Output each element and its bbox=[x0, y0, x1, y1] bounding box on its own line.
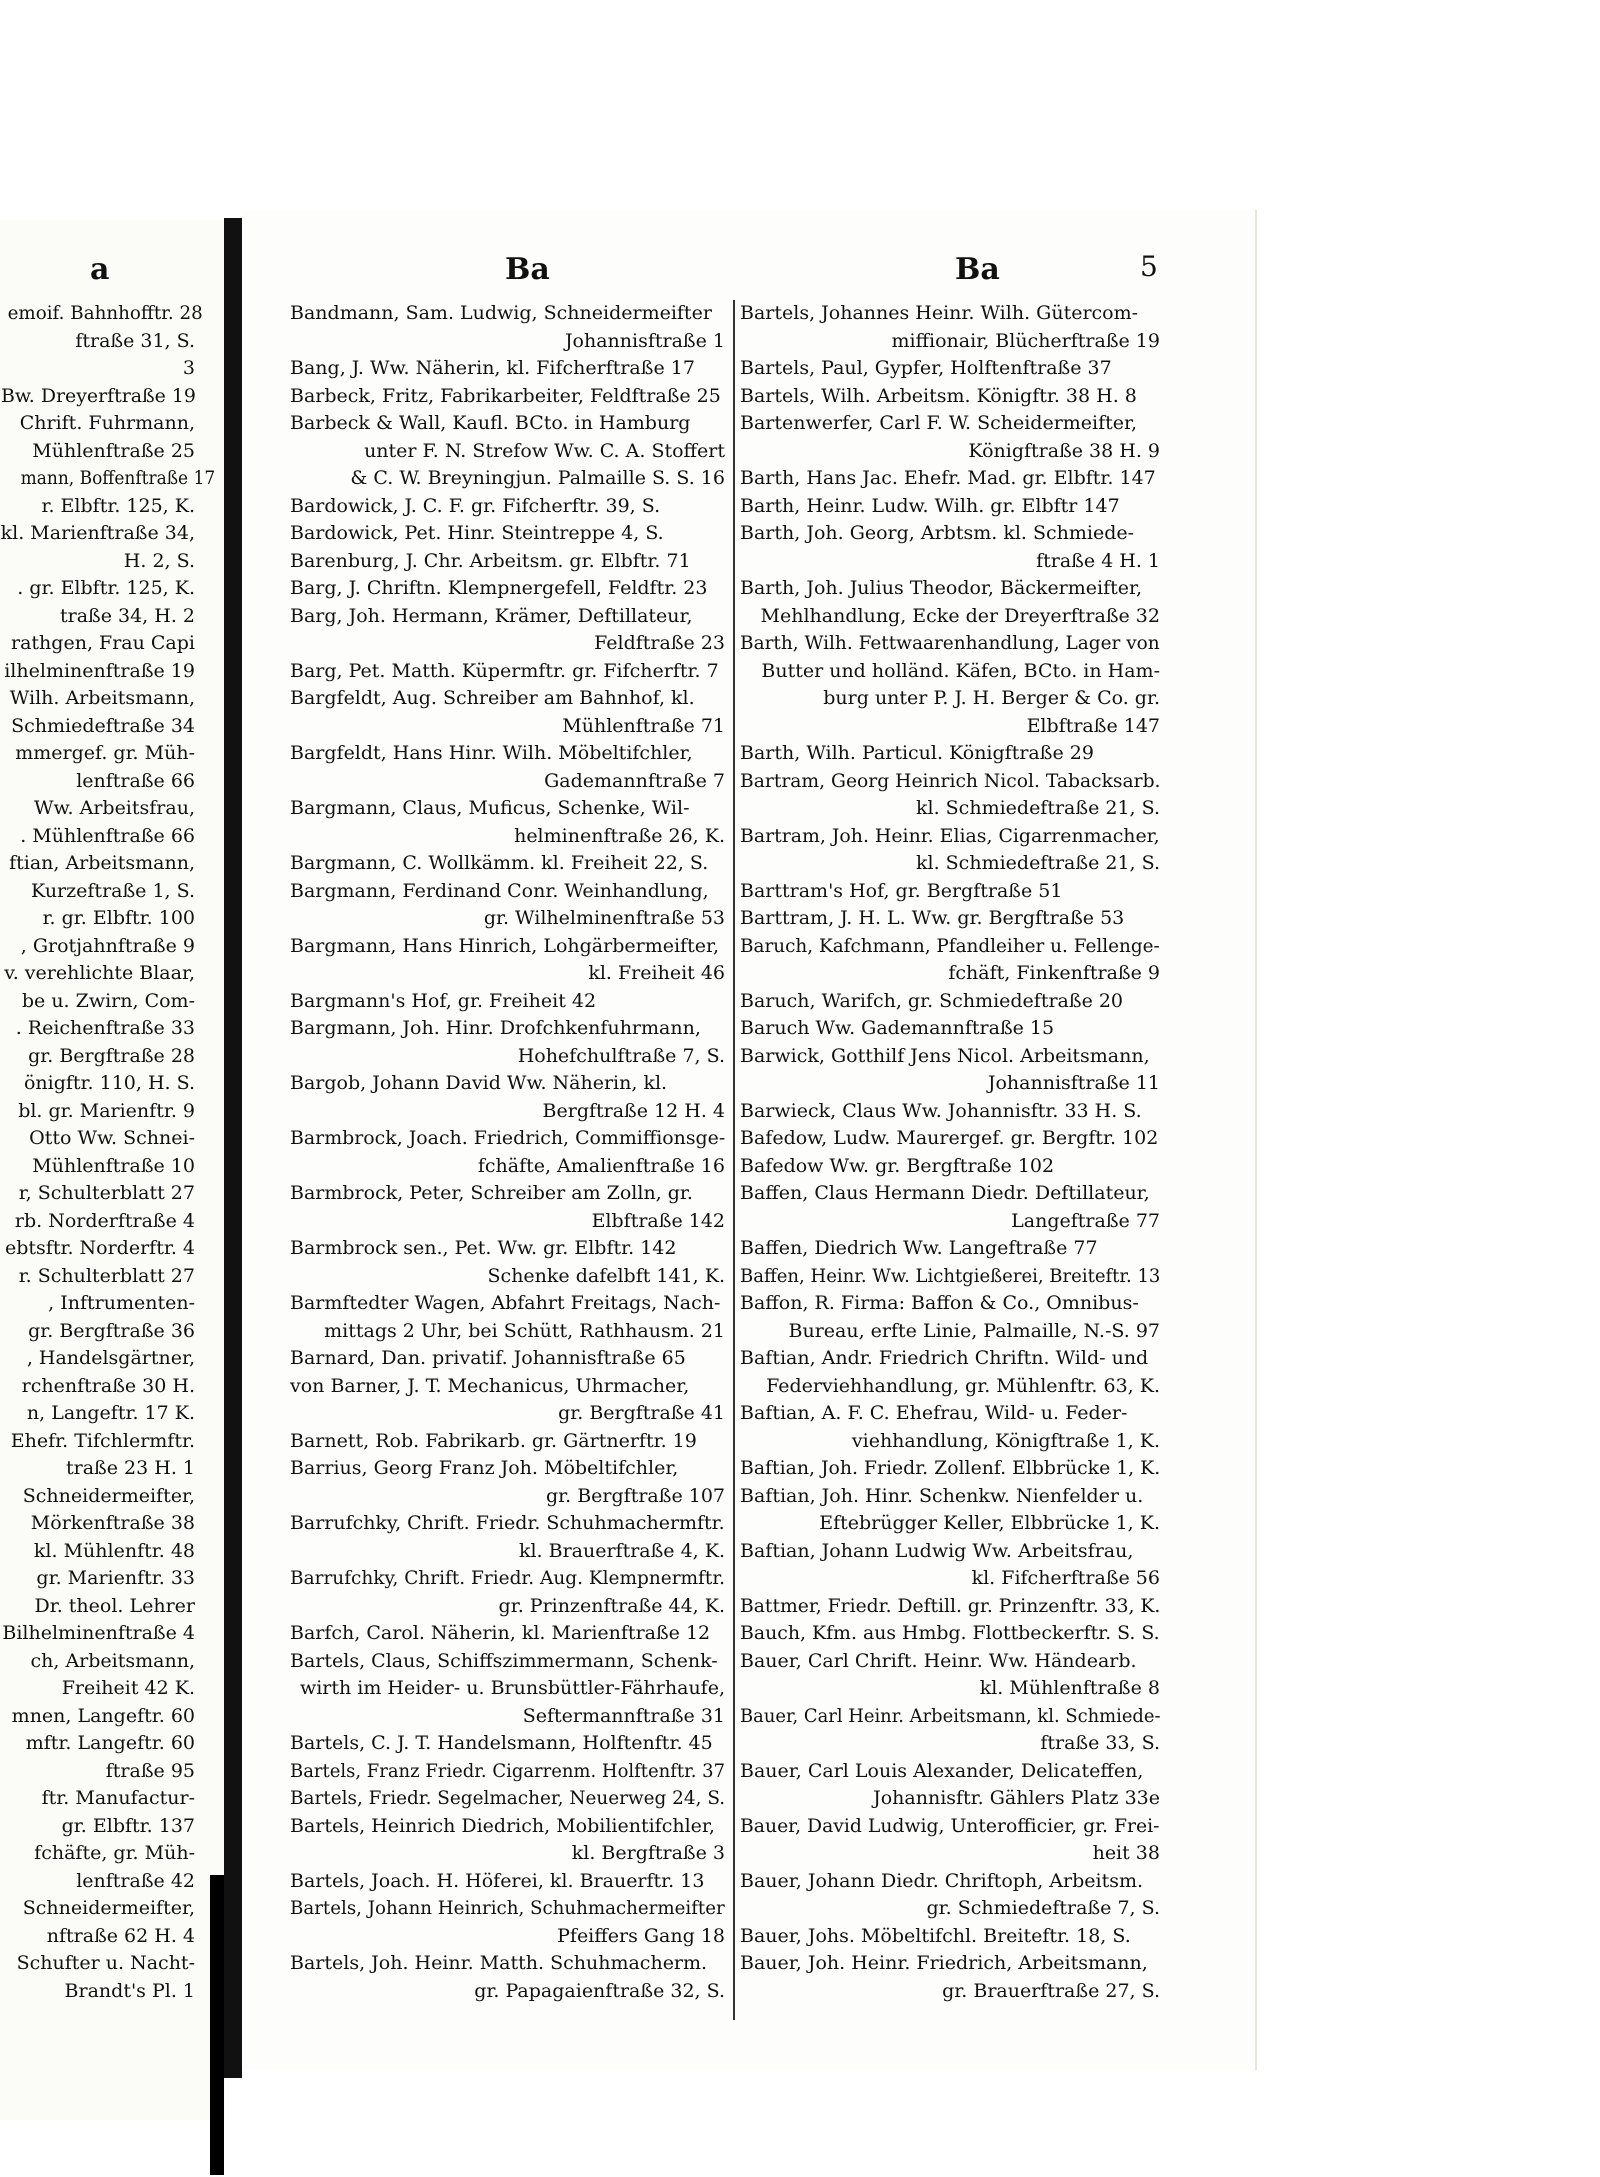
directory-line: Ehefr. Tifchlermftr. bbox=[10, 1429, 195, 1452]
directory-line: Ww. Arbeitsfrau, bbox=[33, 797, 195, 819]
directory-line: gr. Bergftraße 107 bbox=[545, 1484, 725, 1507]
directory-line: Baftian, Joh. Friedr. Zollenf. Elbbrücke 1, K. bbox=[740, 1457, 1161, 1479]
directory-line: , Inftrumenten- bbox=[48, 1292, 195, 1314]
directory-line: Chrift. Fuhrmann, bbox=[19, 412, 195, 434]
directory-line: rb. Norderftraße 4 bbox=[14, 1209, 195, 1232]
directory-line: Wilh. Arbeitsmann, bbox=[9, 687, 195, 709]
directory-line: bl. gr. Marienftr. 9 bbox=[18, 1099, 195, 1122]
directory-line: Pfeiffers Gang 18 bbox=[557, 1924, 725, 1947]
directory-line: Hohefchulftraße 7, S. bbox=[517, 1044, 725, 1067]
directory-line: Bartenwerfer, Carl F. W. Scheidermeifter, bbox=[740, 412, 1138, 434]
page-number: 5 bbox=[1140, 250, 1158, 283]
directory-line: gr. Papagaienftraße 32, S. bbox=[474, 1979, 725, 2002]
directory-line: Barth, Joh. Georg, Arbtsm. kl. Schmiede- bbox=[740, 522, 1135, 544]
directory-line: ftraße 95 bbox=[105, 1759, 195, 1782]
directory-line: mftr. Langeftr. 60 bbox=[25, 1732, 195, 1754]
directory-line: & C. W. Breyningjun. Palmaille S. S. 16 bbox=[350, 467, 725, 489]
directory-line: be u. Zwirn, Com- bbox=[21, 989, 195, 1012]
directory-line: Barnard, Dan. privatif. Johannisftraße 65 bbox=[290, 1347, 686, 1369]
directory-line: lenftraße 42 bbox=[76, 1869, 195, 1892]
directory-line: rathgen, Frau Capi bbox=[11, 632, 195, 654]
directory-line: r, Schulterblatt 27 bbox=[18, 1182, 195, 1204]
directory-line: Schneidermeifter, bbox=[22, 1897, 195, 1919]
directory-line: Bargfeldt, Aug. Schreiber am Bahnhof, kl. bbox=[290, 687, 695, 709]
directory-line: Bureau, erfte Linie, Palmaille, N.-S. 97 bbox=[788, 1319, 1160, 1342]
directory-line: unter F. N. Strefow Ww. C. A. Stoffert bbox=[364, 439, 725, 462]
directory-line: Baftian, Joh. Hinr. Schenkw. Nienfelder u. bbox=[740, 1484, 1144, 1507]
directory-line: Bartels, C. J. T. Handelsmann, Holftenftr. 45 bbox=[290, 1732, 713, 1754]
directory-line: Barenburg, J. Chr. Arbeitsm. gr. Elbftr. 71 bbox=[290, 549, 691, 572]
directory-line: kl. Brauerftraße 4, K. bbox=[518, 1539, 725, 1562]
directory-line: Barg, Pet. Matth. Küpermftr. gr. Fifcherftr. 7 bbox=[290, 659, 719, 682]
directory-line: Butter und holländ. Käfen, BCto. in Ham- bbox=[761, 659, 1160, 682]
directory-line: gr. Bergftraße 28 bbox=[28, 1044, 195, 1067]
directory-line: Seftermannftraße 31 bbox=[522, 1704, 725, 1727]
directory-line: Bartram, Georg Heinrich Nicol. Tabacksarb. bbox=[740, 769, 1161, 792]
directory-line: Freiheit 42 K. bbox=[61, 1677, 195, 1699]
left-page-header: a bbox=[90, 252, 110, 287]
directory-line: Königftraße 38 H. 9 bbox=[968, 439, 1160, 462]
directory-line: önigftr. 110, H. S. bbox=[23, 1072, 195, 1094]
directory-line: Schufter u. Nacht- bbox=[16, 1952, 195, 1974]
directory-line: Bargmann, Claus, Muficus, Schenke, Wil- bbox=[290, 797, 690, 819]
directory-line: Gademannftraße 7 bbox=[544, 769, 725, 792]
directory-line: Schenke dafelbft 141, K. bbox=[487, 1264, 725, 1287]
directory-line: Bw. Dreyerftraße 19 bbox=[0, 384, 196, 407]
directory-line: Bafedow Ww. gr. Bergftraße 102 bbox=[740, 1154, 1055, 1177]
directory-line: Barth, Hans Jac. Ehefr. Mad. gr. Elbftr. 147 bbox=[740, 467, 1156, 489]
directory-line: Barttram's Hof, gr. Bergftraße 51 bbox=[740, 879, 1063, 902]
directory-line: gr. Brauerftraße 27, S. bbox=[942, 1979, 1160, 2002]
directory-line: Bartels, Wilh. Arbeitsm. Königftr. 38 H. 8 bbox=[740, 384, 1137, 407]
directory-line: Johannisftr. Gählers Platz 33e bbox=[873, 1787, 1160, 1809]
directory-line: Barbeck, Fritz, Fabrikarbeiter, Feldftraße 25 bbox=[290, 384, 721, 407]
directory-line: Baruch, Kafchmann, Pfandleiher u. Fellenge- bbox=[740, 934, 1160, 957]
directory-line: Bartels, Paul, Gypfer, Holftenftraße 37 bbox=[740, 357, 1112, 379]
directory-line: burg unter P. J. H. Berger & Co. gr. bbox=[823, 687, 1160, 709]
directory-line: ebtsftr. Norderftr. 4 bbox=[5, 1237, 195, 1259]
directory-line: v. verehlichte Blaar, bbox=[4, 962, 195, 984]
directory-line: Barbeck & Wall, Kaufl. BCto. in Hamburg bbox=[290, 412, 691, 434]
directory-line: 3 bbox=[182, 357, 195, 379]
directory-line: Baftian, Andr. Friedrich Chriftn. Wild- und bbox=[740, 1347, 1149, 1369]
directory-column-middle bbox=[290, 300, 725, 2005]
directory-line: fchäft, Finkenftraße 9 bbox=[948, 962, 1160, 984]
directory-line: Bartels, Johannes Heinr. Wilh. Gütercom- bbox=[740, 302, 1139, 324]
directory-line: Bilhelminenftraße 4 bbox=[2, 1622, 195, 1644]
directory-line: von Barner, J. T. Mechanicus, Uhrmacher, bbox=[290, 1374, 690, 1397]
directory-line: kl. Marienftraße 34, bbox=[0, 522, 195, 544]
directory-line: Schneidermeifter, bbox=[22, 1484, 195, 1507]
directory-line: Bauch, Kfm. aus Hmbg. Flottbeckerftr. S. S. bbox=[740, 1622, 1160, 1644]
directory-line: . gr. Elbftr. 125, K. bbox=[17, 577, 195, 599]
directory-line: emoif. Bahnhofftr. 28 bbox=[7, 302, 203, 324]
directory-line: helminenftraße 26, K. bbox=[514, 824, 725, 847]
directory-line: Bauer, Johs. Möbeltifchl. Breiteftr. 18, S. bbox=[740, 1924, 1131, 1947]
directory-line: fchäfte, gr. Müh- bbox=[34, 1842, 195, 1864]
directory-line: Baffen, Diedrich Ww. Langeftraße 77 bbox=[740, 1237, 1098, 1259]
directory-line: Bafedow, Ludw. Maurergef. gr. Bergftr. 102 bbox=[740, 1127, 1159, 1149]
directory-line: Barth, Wilh. Particul. Königftraße 29 bbox=[740, 742, 1094, 764]
directory-line: H. 2, S. bbox=[123, 549, 195, 572]
directory-line: Langeftraße 77 bbox=[1011, 1209, 1160, 1232]
directory-line: ftraße 4 H. 1 bbox=[1036, 549, 1160, 572]
directory-line: . Reichenftraße 33 bbox=[15, 1017, 195, 1039]
directory-line: Barwick, Gotthilf Jens Nicol. Arbeitsmann, bbox=[740, 1044, 1150, 1067]
directory-line: Barnett, Rob. Fabrikarb. gr. Gärtnerftr. 19 bbox=[290, 1429, 697, 1452]
directory-line: Barfch, Carol. Näherin, kl. Marienftraße 12 bbox=[290, 1622, 711, 1644]
directory-line: Barmbrock, Joach. Friedrich, Commiffionsge- bbox=[290, 1127, 726, 1149]
directory-line: Mühlenftraße 10 bbox=[32, 1154, 195, 1177]
directory-line: gr. Wilhelminenftraße 53 bbox=[483, 907, 725, 929]
directory-line: mann, Boffenftraße 17 bbox=[20, 467, 216, 489]
directory-line: gr. Bergftraße 36 bbox=[28, 1319, 195, 1342]
directory-line: Bergftraße 12 H. 4 bbox=[542, 1099, 725, 1122]
directory-line: traße 34, H. 2 bbox=[59, 604, 195, 627]
directory-line: Kurzeftraße 1, S. bbox=[31, 879, 195, 902]
directory-line: ftraße 31, S. bbox=[75, 329, 195, 352]
directory-line: Bartels, Joh. Heinr. Matth. Schuhmacherm. bbox=[290, 1952, 708, 1974]
directory-line: gr. Elbftr. 137 bbox=[61, 1814, 195, 1837]
directory-line: Battmer, Friedr. Deftill. gr. Prinzenftr. 33, K. bbox=[740, 1594, 1161, 1617]
directory-line: Mühlenftraße 71 bbox=[562, 714, 725, 737]
directory-line: mittags 2 Uhr, bei Schütt, Rathhausm. 21 bbox=[324, 1319, 725, 1342]
directory-line: Bargmann, C. Wollkämm. kl. Freiheit 22, S. bbox=[290, 852, 709, 874]
directory-line: Barmbrock sen., Pet. Ww. gr. Elbftr. 142 bbox=[290, 1237, 677, 1259]
directory-line: Barmbrock, Peter, Schreiber am Zolln, gr. bbox=[290, 1182, 693, 1204]
directory-line: Mehlhandlung, Ecke der Dreyerftraße 32 bbox=[760, 604, 1160, 627]
directory-line: Barttram, J. H. L. Ww. gr. Bergftraße 53 bbox=[740, 907, 1125, 929]
directory-line: Dr. theol. Lehrer bbox=[34, 1594, 195, 1617]
directory-line: r. gr. Elbftr. 100 bbox=[42, 907, 195, 929]
directory-line: nftraße 62 H. 4 bbox=[46, 1924, 195, 1947]
directory-line: Bargmann's Hof, gr. Freiheit 42 bbox=[290, 989, 597, 1012]
directory-line: ilhelminenftraße 19 bbox=[4, 659, 195, 682]
directory-line: Baffon, R. Firma: Baffon & Co., Omnibus- bbox=[740, 1292, 1139, 1314]
directory-line: Barth, Heinr. Ludw. Wilh. gr. Elbftr 147 bbox=[740, 494, 1120, 517]
directory-line: kl. Mühlenftraße 8 bbox=[979, 1677, 1160, 1699]
directory-line: kl. Fifcherftraße 56 bbox=[971, 1567, 1160, 1589]
directory-line: Schmiedeftraße 34 bbox=[11, 714, 195, 737]
directory-line: rchenftraße 30 H. bbox=[21, 1374, 195, 1397]
directory-line: Bargob, Johann David Ww. Näherin, kl. bbox=[290, 1072, 668, 1094]
directory-line: Bauer, Carl Chrift. Heinr. Ww. Händearb. bbox=[740, 1649, 1137, 1672]
directory-line: Johannisftraße 11 bbox=[987, 1072, 1160, 1094]
directory-line: Johannisftraße 1 bbox=[564, 329, 725, 352]
directory-line: kl. Schmiedeftraße 21, S. bbox=[916, 852, 1160, 874]
directory-line: Bandmann, Sam. Ludwig, Schneidermeifter bbox=[290, 302, 712, 324]
directory-line: Bauer, Joh. Heinr. Friedrich, Arbeitsmann, bbox=[740, 1952, 1148, 1974]
directory-line: r. Schulterblatt 27 bbox=[18, 1264, 195, 1287]
directory-line: Mörkenftraße 38 bbox=[30, 1512, 195, 1534]
directory-line: Brandt's Pl. 1 bbox=[64, 1979, 195, 2002]
directory-line: Bang, J. Ww. Näherin, kl. Fifcherftraße 17 bbox=[290, 357, 695, 379]
directory-line: fchäfte, Amalienftraße 16 bbox=[477, 1154, 725, 1177]
directory-line: Bargmann, Ferdinand Conr. Weinhandlung, bbox=[290, 879, 709, 902]
directory-line: Barmftedter Wagen, Abfahrt Freitags, Nach- bbox=[290, 1292, 721, 1314]
directory-line: Elbftraße 142 bbox=[591, 1209, 725, 1232]
column-header-right: Ba bbox=[955, 252, 1000, 287]
directory-column-right bbox=[740, 300, 1160, 2005]
directory-line: Federviehhandlung, gr. Mühlenftr. 63, K. bbox=[766, 1374, 1160, 1397]
directory-line: Bauer, Carl Louis Alexander, Delicateffen, bbox=[740, 1759, 1144, 1782]
directory-line: Elbftraße 147 bbox=[1026, 714, 1160, 737]
directory-line: Bartram, Joh. Heinr. Elias, Cigarrenmacher, bbox=[740, 824, 1160, 847]
directory-line: Baruch, Warifch, gr. Schmiedeftraße 20 bbox=[740, 989, 1124, 1012]
left-page-column bbox=[0, 300, 216, 2005]
directory-line: miffionair, Blücherftraße 19 bbox=[891, 329, 1160, 352]
binding-edge bbox=[210, 1875, 224, 2175]
directory-line: viehhandlung, Königftraße 1, K. bbox=[851, 1429, 1160, 1452]
directory-line: Eftebrügger Keller, Elbbrücke 1, K. bbox=[819, 1512, 1160, 1534]
directory-line: , Handelsgärtner, bbox=[26, 1347, 195, 1369]
directory-line: Bardowick, J. C. F. gr. Fifcherftr. 39, S. bbox=[290, 494, 661, 517]
directory-line: mmergef. gr. Müh- bbox=[15, 742, 195, 764]
directory-line: Barwieck, Claus Ww. Johannisftr. 33 H. S. bbox=[740, 1099, 1142, 1122]
directory-line: ftr. Manufactur- bbox=[41, 1787, 195, 1809]
directory-line: Bartels, Johann Heinrich, Schuhmachermeifter bbox=[290, 1897, 725, 1919]
directory-line: . Mühlenftraße 66 bbox=[20, 824, 195, 847]
book-gutter bbox=[224, 218, 242, 2078]
directory-line: Mühlenftraße 25 bbox=[32, 439, 195, 462]
directory-line: Baftian, A. F. C. Ehefrau, Wild- u. Feder- bbox=[740, 1402, 1128, 1424]
directory-line: Bargmann, Joh. Hinr. Drofchkenfuhrmann, bbox=[290, 1017, 701, 1039]
directory-line: r. Elbftr. 125, K. bbox=[41, 494, 195, 517]
directory-line: Otto Ww. Schnei- bbox=[29, 1127, 195, 1149]
directory-line: Baffen, Heinr. Ww. Lichtgießerei, Breiteftr. 13 bbox=[740, 1264, 1161, 1287]
directory-line: Bauer, Carl Heinr. Arbeitsmann, kl. Schmiede- bbox=[740, 1704, 1161, 1727]
directory-line: Bartels, Joach. H. Höferei, kl. Brauerftr. 13 bbox=[290, 1869, 705, 1892]
directory-line: kl. Bergftraße 3 bbox=[571, 1842, 725, 1864]
directory-line: lenftraße 66 bbox=[76, 769, 195, 792]
directory-line: ch, Arbeitsmann, bbox=[30, 1649, 195, 1672]
directory-line: Barg, J. Chriftn. Klempnergefell, Feldftr. 23 bbox=[290, 577, 708, 599]
directory-line: Bartels, Franz Friedr. Cigarrenm. Holftenftr. 37 bbox=[290, 1759, 726, 1782]
directory-line: gr. Bergftraße 41 bbox=[558, 1402, 725, 1424]
column-divider bbox=[733, 300, 735, 2020]
directory-line: kl. Freiheit 46 bbox=[588, 962, 725, 984]
directory-line: gr. Marienftr. 33 bbox=[36, 1567, 195, 1589]
directory-line: Bartels, Friedr. Segelmacher, Neuerweg 24, S. bbox=[290, 1787, 726, 1809]
directory-line: kl. Mühlenftr. 48 bbox=[33, 1539, 195, 1562]
column-header-left: Ba bbox=[505, 252, 550, 287]
directory-line: Barg, Joh. Hermann, Krämer, Deftillateur, bbox=[290, 604, 693, 627]
directory-line: ftian, Arbeitsmann, bbox=[9, 852, 195, 874]
directory-line: ftraße 33, S. bbox=[1040, 1732, 1160, 1754]
directory-line: Bargmann, Hans Hinrich, Lohgärbermeifter, bbox=[290, 934, 719, 957]
directory-line: Barth, Wilh. Fettwaarenhandlung, Lager von bbox=[740, 632, 1160, 654]
directory-line: Baruch Ww. Gademannftraße 15 bbox=[740, 1017, 1055, 1039]
directory-line: Barrius, Georg Franz Joh. Möbeltifchler, bbox=[290, 1457, 679, 1479]
directory-line: Bauer, David Ludwig, Unterofficier, gr. Frei- bbox=[740, 1814, 1160, 1837]
directory-line: Barrufchky, Chrift. Friedr. Aug. Klempnermftr. bbox=[290, 1567, 726, 1589]
directory-line: Bardowick, Pet. Hinr. Steintreppe 4, S. bbox=[290, 522, 664, 544]
directory-line: traße 23 H. 1 bbox=[66, 1457, 195, 1479]
directory-line: gr. Schmiedeftraße 7, S. bbox=[926, 1897, 1160, 1919]
directory-line: Bargfeldt, Hans Hinr. Wilh. Möbeltifchler, bbox=[290, 742, 693, 764]
directory-line: Barth, Joh. Julius Theodor, Bäckermeifter, bbox=[740, 577, 1143, 599]
directory-line: mnen, Langeftr. 60 bbox=[11, 1704, 195, 1727]
directory-line: Bartels, Claus, Schiffszimmermann, Schenk- bbox=[290, 1649, 718, 1672]
directory-line: n, Langeftr. 17 K. bbox=[26, 1402, 195, 1424]
directory-line: gr. Prinzenftraße 44, K. bbox=[498, 1594, 725, 1617]
directory-line: , Grotjahnftraße 9 bbox=[20, 934, 195, 957]
directory-line: Bauer, Johann Diedr. Chriftoph, Arbeitsm. bbox=[740, 1869, 1144, 1892]
directory-line: heit 38 bbox=[1092, 1842, 1160, 1864]
directory-line: Barrufchky, Chrift. Friedr. Schuhmachermftr. bbox=[290, 1512, 725, 1534]
directory-line: Baffen, Claus Hermann Diedr. Deftillateur, bbox=[740, 1182, 1150, 1204]
directory-line: Baftian, Johann Ludwig Ww. Arbeitsfrau, bbox=[740, 1539, 1134, 1562]
directory-line: kl. Schmiedeftraße 21, S. bbox=[916, 797, 1160, 819]
directory-line: Feldftraße 23 bbox=[594, 632, 725, 654]
directory-line: Bartels, Heinrich Diedrich, Mobilientifchler, bbox=[290, 1814, 715, 1837]
directory-line: wirth im Heider- u. Brunsbüttler-Fährhaufe, bbox=[299, 1677, 725, 1699]
